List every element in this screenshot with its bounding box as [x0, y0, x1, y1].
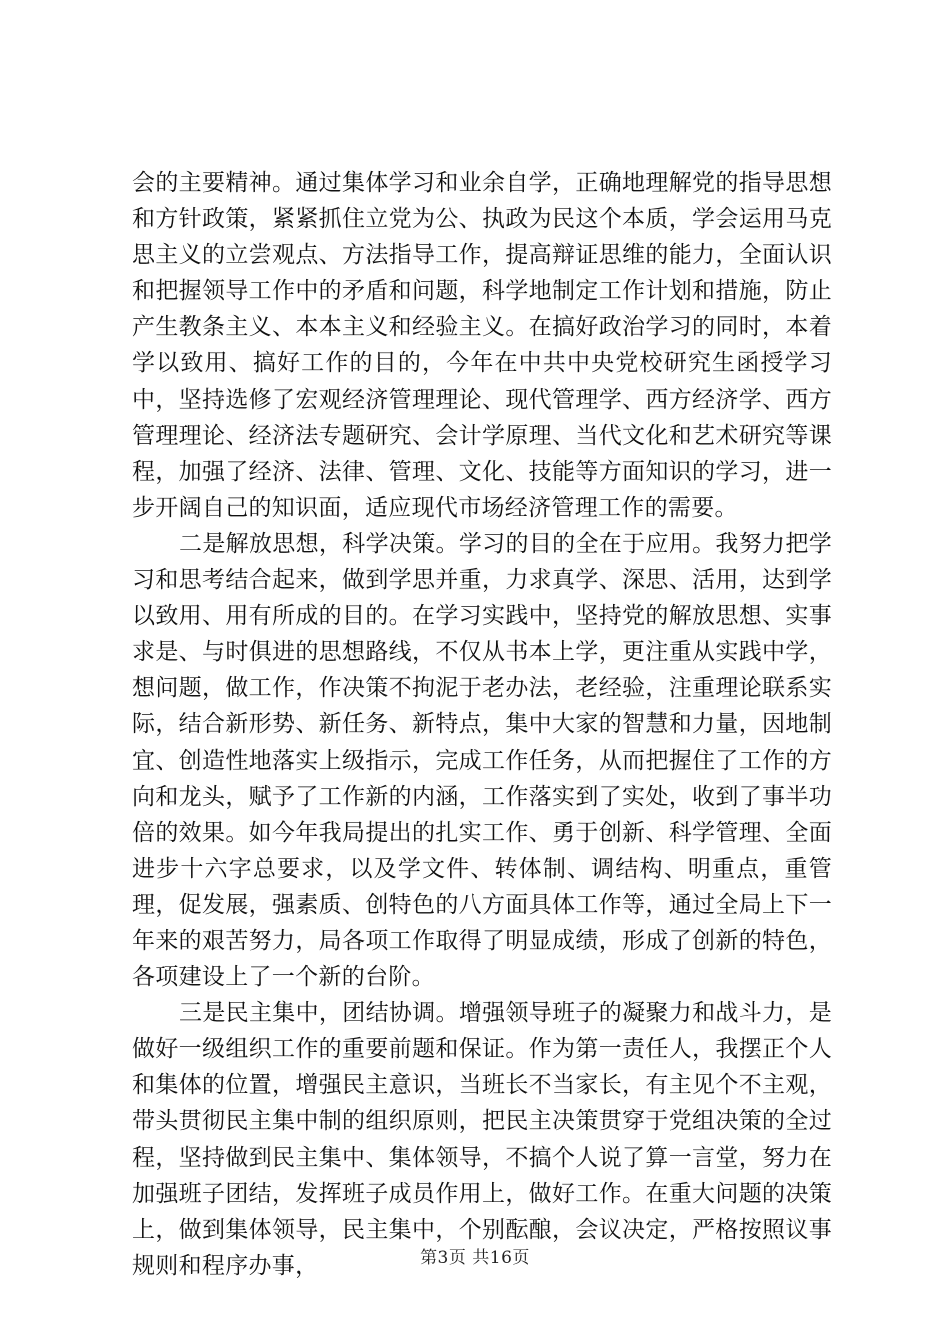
paragraph-2: 二是解放思想，科学决策。学习的目的全在于应用。我努力把学习和思考结合起来，做到学思并重，力求真学、深思、活用，达到学以致用、用有所成的目的。在学习实践中，坚持党的解放思想、实事求是、与时俱进的思想路线，不仅从书本上学，更注重从实践中学，想问题，做工作，作决策不拘泥于老办法，老经验，注重理论联系实际，结合新形势、新任务、新特点，集中大家的智慧和力量，因地制宜、创造性地落实上级指示，完成工作任务，从而把握住了工作的方向和龙头，赋予了工作新的内涵，工作落实到了实处，收到了事半功倍的效果。如今年我局提出的扎实工作、勇于创新、科学管理、全面进步十六字总要求，以及学文件、转体制、调结构、明重点，重管理，促发展，强素质、创特色的八方面具体工作等，通过全局上下一年来的艰苦努力，局各项工作取得了明显成绩，形成了创新的特色，各项建设上了一个新的台阶。 [132, 530, 832, 991]
page-number-footer: 第3页 共16页 [420, 1248, 530, 1268]
paragraph-3: 三是民主集中，团结协调。增强领导班子的凝聚力和战斗力，是做好一级组织工作的重要前题和保证。作为第一责任人，我摆正个人和集体的位置，增强民主意识，当班长不当家长，有主见个不主观，带头贯彻民主集中制的组织原则，把民主决策贯穿于党组决策的全过程，坚持做到民主集中、集体领导，不搞个人说了算一言堂，努力在加强班子团结，发挥班子成员作用上，做好工作。在重大问题的决策上，做到集体领导，民主集中，个别酝酿，会议决定，严格按照议事规则和程序办事， [132, 1000, 832, 1279]
paragraph-1: 会的主要精神。通过集体学习和业余自学，正确地理解党的指导思想和方针政策，紧紧抓住立党为公、执政为民这个本质，学会运用马克思主义的立尝观点、方法指导工作，提高辩证思维的能力，全面认识和把握领导工作中的矛盾和问题，科学地制定工作计划和措施，防止产生教条主义、本本主义和经验主义。在搞好政治学习的同时，本着学以致用、搞好工作的目的，今年在中共中央党校研究生函授学习中，坚持选修了宏观经济管理理论、现代管理学、西方经济学、西方管理理论、经济法专题研究、会计学原理、当代文化和艺术研究等课程，加强了经济、法律、管理、文化、技能等方面知识的学习，进一步开阔自己的知识面，适应现代市场经济管理工作的需要。 [132, 170, 832, 521]
document-body [132, 165, 832, 1284]
